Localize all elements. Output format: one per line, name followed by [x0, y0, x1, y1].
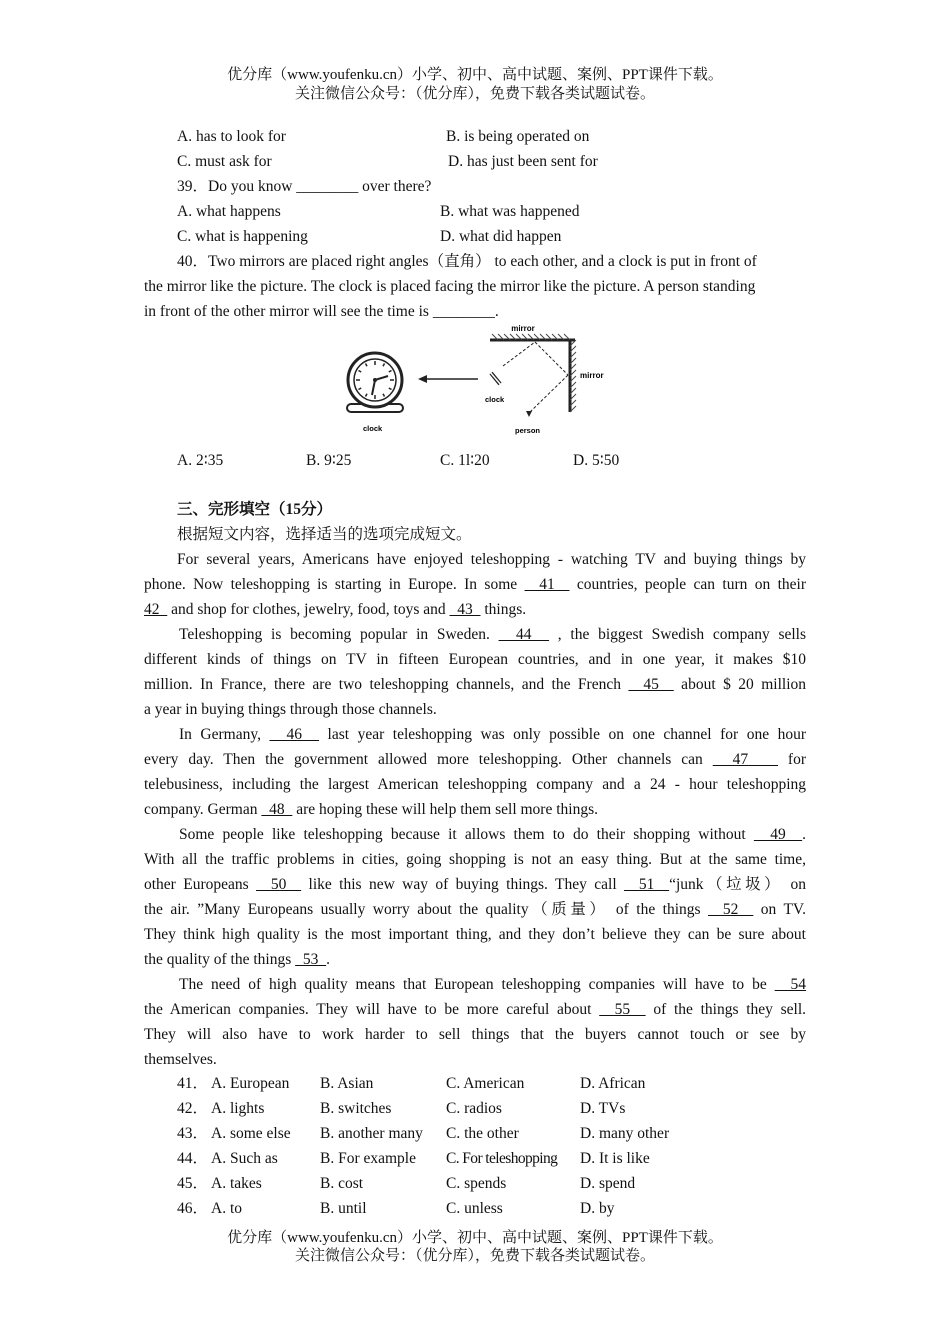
q39-option-a: A. what happens — [177, 203, 281, 220]
option-b: B. until — [320, 1200, 367, 1217]
big-clock — [347, 353, 403, 412]
option-num: 45． — [177, 1175, 209, 1192]
option-d: D. TVs — [580, 1100, 626, 1117]
option-num: 44． — [177, 1150, 209, 1167]
option-d: D. African — [580, 1075, 646, 1092]
light-path — [503, 342, 568, 412]
footer-line-1: 优分库（www.youfenku.cn）小学、初中、高中试题、案例、PPT课件下载。 — [227, 1230, 723, 1246]
passage-line: a year in buying things through those channels. — [144, 701, 437, 718]
option-d: D. many other — [580, 1125, 670, 1142]
q40-option-a: A. 2∶35 — [177, 452, 224, 469]
option-a: A. to — [211, 1200, 242, 1217]
passage-line: million. In France, there are two teleshopping channels, and the French 45 about $ 20 million — [144, 676, 807, 693]
option-a: A. Such as — [211, 1150, 278, 1167]
blank-54: 54 — [774, 976, 807, 993]
option-c: C. spends — [446, 1175, 507, 1192]
option-c: C. the other — [446, 1125, 519, 1142]
passage-line: the American companies. They will have to be more careful about 55 of the things they sell. — [144, 1001, 807, 1018]
section-title: 三、完形填空（15分） — [177, 501, 333, 518]
q40-option-d: D. 5∶50 — [573, 452, 620, 469]
option-d: D. It is like — [580, 1150, 650, 1167]
label-person: person — [515, 426, 541, 435]
option-num: 41． — [177, 1075, 209, 1092]
blank-47: 47 — [712, 751, 778, 768]
option-b: B. Asian — [320, 1075, 374, 1092]
option-b: B. switches — [320, 1100, 392, 1117]
mirror-clock-figure — [330, 320, 620, 440]
passage-line: For several years, Americans have enjoyed teleshopping - watching TV and buying things by — [177, 551, 806, 568]
blank-48: 48 — [261, 801, 293, 818]
option-c: C. For teleshopping — [446, 1150, 558, 1167]
passage-line: themselves. — [144, 1051, 217, 1068]
option-a: A. lights — [211, 1100, 265, 1117]
passage-line: In Germany, 46 last year teleshopping was only possible on one channel for one hour — [179, 726, 807, 743]
option-a: A. European — [211, 1075, 290, 1092]
blank-43: 43 — [449, 601, 481, 618]
passage-line: the quality of the things 53 . — [144, 951, 330, 968]
option-c: C. American — [446, 1075, 525, 1092]
q40-line-3: in front of the other mirror will see the time is ________. — [144, 303, 499, 320]
blank-55: 55 — [599, 1001, 646, 1018]
blank-49: 49 — [753, 826, 803, 843]
option-d: D. spend — [580, 1175, 636, 1192]
passage-line: other Europeans 50 like this new way of buying things. They call 51 “junk（垃圾） on — [144, 876, 807, 893]
passage-line: Teleshopping is becoming popular in Sweden. 44 , the biggest Swedish company sells — [179, 626, 806, 643]
option-b: B. another many — [320, 1125, 423, 1142]
q39-option-b: B. what was happened — [440, 203, 580, 220]
option-a: A. takes — [211, 1175, 262, 1192]
blank-52: 52 — [708, 901, 754, 918]
passage-line: the air. ”Many Europeans usually worry about the quality（质量） of the things 52 on TV. — [144, 901, 806, 918]
option-d: D. by — [580, 1200, 615, 1217]
option-c: C. radios — [446, 1100, 502, 1117]
person-marker — [526, 411, 532, 417]
q40-option-c: C. 1l∶20 — [440, 452, 490, 469]
q38-option-b: B. is being operated on — [446, 128, 590, 145]
blank-50: 50 — [256, 876, 302, 893]
blank-51: 51 — [624, 876, 670, 893]
label-mirror-top: mirror — [511, 324, 535, 333]
footer-line-2: 关注微信公众号：（优分库），免费下载各类试题试卷。 — [294, 1248, 655, 1264]
q38-option-d: D. has just been sent for — [448, 153, 598, 170]
passage-line: different kinds of things on TV in fifteen European countries, and in one year, it makes $10 — [144, 651, 806, 668]
option-b: B. cost — [320, 1175, 364, 1192]
passage-line: company. German 48 are hoping these will help them sell more things. — [144, 801, 598, 818]
q39-option-d: D. what did happen — [440, 228, 562, 245]
passage-line: With all the traffic problems in cities, going shopping is not an easy thing. But at the same time, — [144, 851, 806, 868]
passage-line: 42 and shop for clothes, jewelry, food, toys and 43 things. — [144, 601, 527, 618]
q38-option-c: C. must ask for — [177, 153, 272, 170]
header-line-1: 优分库（www.youfenku.cn）小学、初中、高中试题、案例、PPT课件下载。 — [227, 67, 723, 83]
option-c: C. unless — [446, 1200, 503, 1217]
option-num: 42． — [177, 1100, 209, 1117]
passage-line: every day. Then the government allowed more teleshopping. Other channels can 47 for — [144, 751, 807, 768]
q38-option-a: A. has to look for — [177, 128, 286, 145]
q39-stem: 39．Do you know ________ over there? — [177, 178, 432, 195]
blank-41: 41 — [524, 576, 570, 593]
passage-line: Some people like teleshopping because it allows them to do their shopping without 49 . — [179, 826, 806, 843]
passage-line: phone. Now teleshopping is starting in Europe. In some 41 countries, people can turn on their — [144, 576, 807, 593]
q40-option-b: B. 9∶25 — [306, 452, 352, 469]
right-mirror — [570, 340, 576, 412]
blank-46: 46 — [269, 726, 320, 743]
option-a: A. some else — [211, 1125, 291, 1142]
blank-42: 42 — [144, 601, 168, 618]
top-mirror — [490, 334, 575, 340]
section-instruction: 根据短文内容，选择适当的选项完成短文。 — [177, 526, 472, 543]
small-clock — [490, 372, 501, 385]
option-b: B. For example — [320, 1150, 416, 1167]
q40-line-1: 40．Two mirrors are placed right angles（直角） to each other, and a clock is put in front of — [177, 253, 757, 270]
passage-line: The need of high quality means that European teleshopping companies will have to be 54 — [179, 976, 807, 993]
passage-line: They think high quality is the most important thing, and they don’t believe they can be sure about — [144, 926, 806, 943]
passage-line: They will also have to work harder to sell things that the buyers cannot touch or see by — [144, 1026, 806, 1043]
option-num: 43． — [177, 1125, 209, 1142]
blank-45: 45 — [628, 676, 674, 693]
label-clock-small: clock — [485, 395, 505, 404]
option-num: 46． — [177, 1200, 209, 1217]
header-line-2: 关注微信公众号：（优分库），免费下载各类试题试卷。 — [294, 86, 655, 102]
q39-option-c: C. what is happening — [177, 228, 308, 245]
label-clock-big: clock — [363, 424, 383, 433]
blank-53: 53 — [295, 951, 327, 968]
passage-line: telebusiness, including the largest American teleshopping company and a 24 - hour teleshopping — [144, 776, 806, 793]
q40-line-2: the mirror like the picture. The clock is placed facing the mirror like the picture. A person standing — [144, 278, 756, 295]
arrow — [418, 375, 478, 383]
label-mirror-right: mirror — [580, 371, 604, 380]
blank-44: 44 — [498, 626, 550, 643]
